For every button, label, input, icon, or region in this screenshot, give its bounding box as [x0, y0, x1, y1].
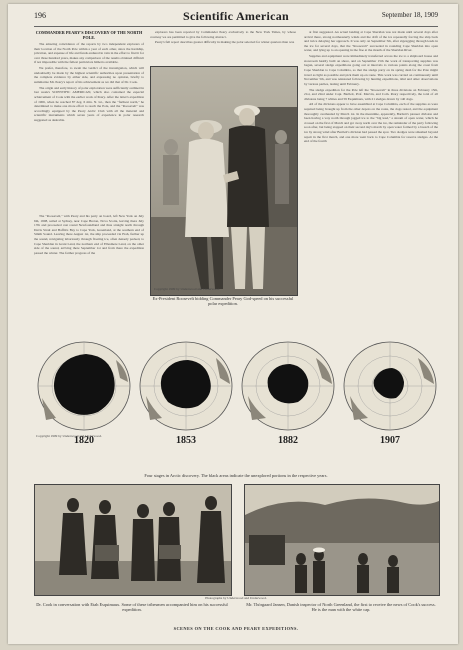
left-column-bottom — [34, 214, 144, 332]
map-globe — [136, 338, 236, 434]
map-year-label: 1907 — [380, 435, 400, 446]
top-photo-caption: Ex-President Roosevelt bidding Commander Peary God-speed on his successful polar expedition. — [152, 296, 294, 307]
right-paragraph: at first suggested. An actual landing at Cape Sheridan was not made until several days after arrival there, strong northeasterly winds and the drift of the ice repeatedly forcing the ship back and twice delaying her approach. It was only on September 5th, after zigzagging through leads in the ice for several days, that the "Roosevelt" succeeded in rounding Cape Sheridan into open water, and lying up to an opening in the floe at the mouth of the Sheridan River. — [304, 30, 438, 53]
right-column — [304, 30, 438, 332]
map-year-label: 1882 — [278, 435, 298, 446]
middle-paragraph: explorers has been reported by Commander Peary exclusively to the New York Times, by whose courtesy we are permitted to give the following abstract. — [150, 30, 296, 39]
jansen-photo — [244, 484, 440, 596]
arctic-map-1907 — [340, 338, 440, 446]
map-globe — [340, 338, 440, 434]
arctic-map-1882 — [238, 338, 338, 446]
middle-paragraph: Peary's full report describes greater difficulty in making the polar selected for winter quarters than was — [155, 40, 295, 45]
arctic-map-1853 — [136, 338, 236, 446]
right-paragraph: All of the divisions appear to have assembled at Cape Columbia, each of the supplies as were required being brought up from the other depots on the route, the dogs rested, and the equipment thoroughly overhauled by March 1st. In the meantime, apparently, Bartlett's pioneer division and been having a way north through jagged ice to the "big lead," a stream of open water, which he crossed on the first of March and got away north over the ice, the remainder of the party following soon after, but being stopped on their second day's march by open water formed by a breach of the ice by strong wind after Bartlett's division had passed the spot. Two sledges were smashed beyond repair in the first march, and one more went back to Cape Columbia for reserve sledges. At the end of the fourth — [304, 102, 438, 144]
right-paragraph: The sledge expedition for the Pole left the "Roosevelt" in three divisions on February 15th, 21st, and 22nd under Capt. Bartlett, Prof. Marvin, and Com. Peary respectively, the total of all divisions being 7 whites and 59 Esquimaux, with 21 sledges drawn by 140 dogs. — [304, 87, 438, 101]
magazine-page — [8, 4, 458, 644]
map-year-label: 1820 — [74, 435, 94, 446]
jansen-photo-caption: Mr. Thörgaard Jansen, Danish inspector of North Greenland, the first to receive the news of Cook's success. He is the man with the white cap. — [246, 602, 436, 613]
roosevelt-peary-photo — [150, 66, 298, 296]
header-rule — [34, 26, 438, 27]
map-year-label: 1853 — [176, 435, 196, 446]
map-globe — [34, 338, 134, 434]
cook-photo-caption: Dr. Cook in conversation with Etah Esquimaux. Some of these tribesmen accompanied him on his successful expedition. — [36, 602, 228, 613]
page-footer-title: SCENES ON THE COOK AND PEARY EXPEDITIONS. — [173, 626, 299, 631]
arctic-maps — [34, 338, 438, 464]
photo-illustration — [35, 485, 231, 595]
left-column-top — [34, 30, 144, 210]
page-header — [34, 10, 438, 24]
left-paragraph: The origin and early history of polar exploration were sufficiently outlined in last week's SCIENTIFIC AMERICAN, which also contained the especial achievement of Cook with the earlier work of Peary. After the latter's expedition of 1906, when he reached 87 deg. 6 min. N. lat., then the "farthest north," he determined to make one more effort to reach the Pole, and the "Roosevelt" was accordingly equipped by the Peary Arctic Club with all the material and scientific instruments which seven years of experience in polar research suggested as desirable. — [34, 85, 144, 122]
left-paragraph: The amazing coincidence of the reports by two independent explorers of their location of the North Pole within a year of each other, since the hardship, privation, and expense of life and funds endured in vain in the effort to find it for over three hundred years, makes any comparison of the results obtained difficult if not impossible with the fullest particulars hitherto available. — [34, 42, 144, 65]
photo-illustration — [151, 67, 297, 295]
middle-column-top — [150, 30, 296, 64]
masthead: Scientific American — [182, 9, 289, 23]
cook-esquimaux-photo — [34, 484, 232, 596]
bottom-photo-credit: Photographs by Underwood and Underwood. — [205, 596, 267, 600]
page-number: 196 — [34, 11, 46, 20]
maps-credit: Copyright 1909 by Underwood and Underwood. — [36, 434, 102, 438]
top-photo-credit: Copyright 1909 by Underwood and Underwood. — [154, 287, 220, 291]
map-globe — [238, 338, 338, 434]
maps-caption: Four stages in Arctic discovery. The black areas indicate the unexplored portions in the respective years. — [144, 473, 328, 478]
left-paragraph: The "Roosevelt," with Peary and his party on board, left New York on July 6th, 1908, sailed at Sydney, near Cape Breton, Nova Scotia, leaving there July 17th and proceeded cast round Newfoundland and thus straight north through Davis Strait and Baffin's Bay to Cape York, Greenland, at the southern end of Smith Sound. Leaving there August 1st, the ship proceeded via Etah, further up the sound, navigating laboriously through floating ice, often densely packed, to Cape Sheridan in Grant Land, the northern end of Ellesmere Land, on the other side of the sound, arriving there September 1st and from there the expedition passed the winter. The farther progress of the — [34, 214, 144, 255]
left-paragraph: We prefer, therefore, to await the verdict of the investigation, which will undoubtedly be made by the highest scientific authorities upon presentation of the complete evidence by either side, and expressing no opinion, briefly to summarize Mr. Peary's report of his achievement as we did that of Dr. Cook. — [34, 66, 144, 84]
issue-date: September 18, 1909 — [381, 11, 438, 19]
photo-illustration — [245, 485, 439, 595]
right-paragraph: Supplies and equipment were immediately transferred across the ice to a shipboard house and storeroom hastily built on shore, and on September 15th the work of transporting supplies was begun, several sledge expeditions going out at intervals to various points along the coast from Cape Sheridan to Cape Columbia, so that the sledge party on its spring dash for the Pole might travel as light as possible and pick them up en route. This work was carried on continuously until November 5th, and was reinstated following by hunting expeditions, tidal and other observations by various parties, lasting until February. — [304, 54, 438, 86]
article-heading: COMMANDER PEARY'S DISCOVERY OF THE NORTH POLE. — [35, 30, 143, 40]
